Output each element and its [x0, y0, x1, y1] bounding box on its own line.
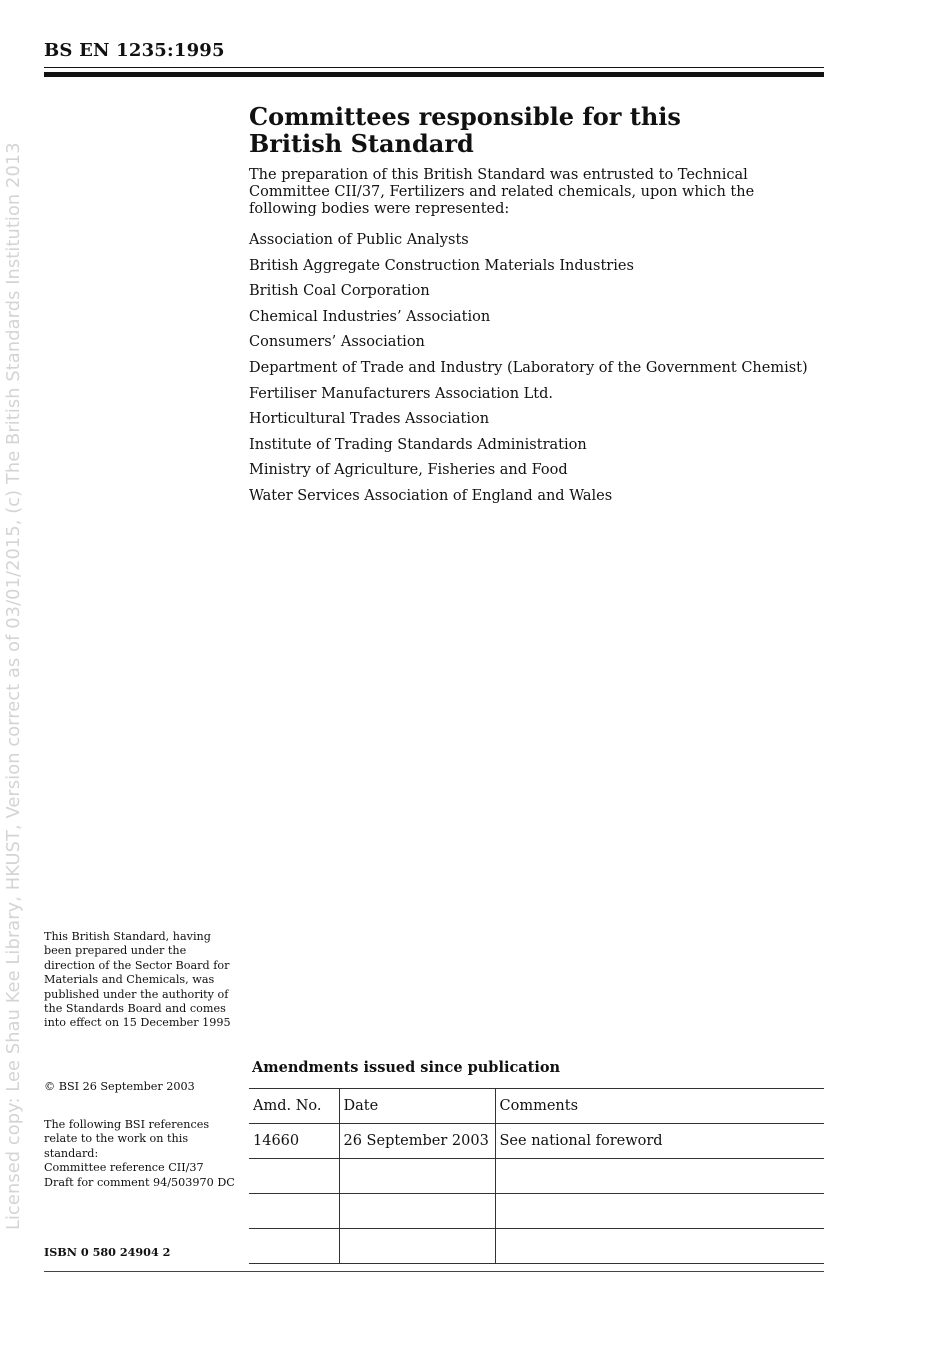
list-item: Consumers’ Association — [249, 334, 425, 351]
table-row — [249, 1124, 824, 1159]
publication-note: This British Standard, having been prepared under the direction of the Sector Board for Materials and Chemicals, was published under the authority of the Standards Board and comes into effect on 15 December 1995 — [44, 930, 231, 1030]
header-rule-thin — [44, 67, 824, 68]
header-comments: Comments — [495, 1089, 824, 1124]
standard-id: BS EN 1235:1995 — [44, 40, 225, 61]
list-item: Fertiliser Manufacturers Association Ltd. — [249, 385, 554, 402]
references-intro: The following BSI references relate to the work on this standard: — [44, 1118, 210, 1160]
cell-comments — [495, 1229, 824, 1264]
draft-reference: Draft for comment 94/503970 DC — [44, 1175, 235, 1189]
cell-amd-no — [249, 1159, 339, 1194]
cell-comments: See national foreword — [495, 1124, 824, 1159]
cell-date — [339, 1159, 495, 1194]
bodies-list — [249, 232, 829, 505]
table-row — [249, 1229, 824, 1264]
amendments-title: Amendments issued since publication — [252, 1059, 561, 1076]
cell-comments — [495, 1194, 824, 1229]
header-rule-thick — [44, 72, 824, 77]
copyright-line: © BSI 26 September 2003 — [44, 1080, 195, 1093]
cell-comments — [495, 1159, 824, 1194]
committee-reference: Committee reference CII/37 — [44, 1161, 204, 1175]
table-row — [249, 1194, 824, 1229]
footer-rule — [44, 1271, 824, 1272]
isbn: ISBN 0 580 24904 2 — [44, 1245, 171, 1259]
license-watermark: Licensed copy: Lee Shau Kee Library, HKUST, Version correct as of 03/01/2015, (c) The British Standards Institution 2013 — [3, 142, 24, 1230]
list-item: British Aggregate Construction Materials Industries — [249, 257, 634, 274]
list-item: Association of Public Analysts — [249, 232, 469, 248]
intro-paragraph: The preparation of this British Standard was entrusted to Technical Committee CII/37, Fertilizers and related chemicals, upon which the following bodies were represented: — [249, 167, 755, 217]
section-title: Committees responsible for this British Standard — [249, 102, 681, 158]
cell-date: 26 September 2003 — [339, 1124, 495, 1159]
cell-date — [339, 1229, 495, 1264]
list-item: Chemical Industries’ Association — [249, 308, 491, 325]
list-item: British Coal Corporation — [249, 283, 430, 300]
header-date: Date — [339, 1089, 495, 1124]
table-header-row — [249, 1089, 824, 1124]
header-amd-no: Amd. No. — [249, 1089, 339, 1124]
cell-date — [339, 1194, 495, 1229]
list-item: Institute of Trading Standards Administration — [249, 436, 587, 453]
bsi-references — [44, 1118, 244, 1190]
list-item: Water Services Association of England and Wales — [249, 487, 613, 504]
cell-amd-no — [249, 1194, 339, 1229]
amendments-table — [249, 1088, 824, 1264]
list-item: Ministry of Agriculture, Fisheries and Food — [249, 462, 568, 479]
table-row — [249, 1159, 824, 1194]
list-item: Department of Trade and Industry (Laboratory of the Government Chemist) — [249, 359, 808, 376]
committees-section — [249, 103, 829, 514]
cell-amd-no: 14660 — [249, 1124, 339, 1159]
list-item: Horticultural Trades Association — [249, 411, 490, 428]
cell-amd-no — [249, 1229, 339, 1264]
